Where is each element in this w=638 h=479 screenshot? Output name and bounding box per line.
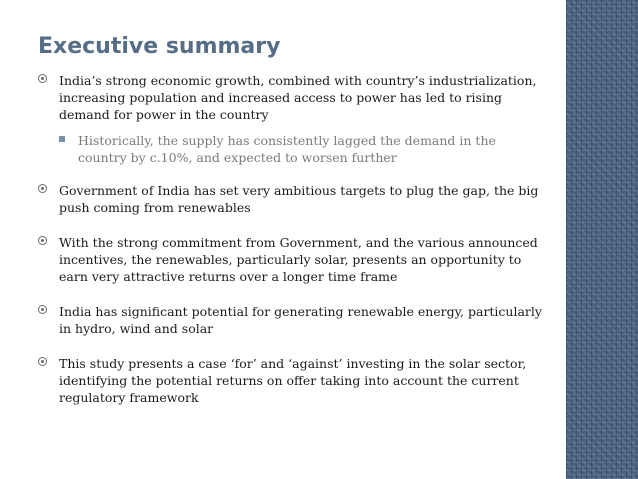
square-bullet-icon: [59, 136, 65, 142]
bullet-item: [38, 182, 548, 216]
sub-bullet-item: [59, 132, 548, 166]
bullet-list: [38, 72, 548, 406]
circle-dot-bullet-icon: [38, 184, 47, 193]
circle-dot-bullet-icon: [38, 74, 47, 83]
slide-title: Executive summary: [38, 34, 281, 59]
bullet-item: [38, 303, 548, 337]
bullet-item: [38, 355, 548, 406]
circle-dot-bullet-icon: [38, 305, 47, 314]
bullet-text: With the strong commitment from Government, and the various announced incentives, the renewables, particularly solar, presents an opportunity to earn very attractive returns over a longer time frame: [59, 235, 538, 284]
decorative-sidebar: [566, 0, 638, 479]
circle-dot-bullet-icon: [38, 236, 47, 245]
circle-dot-bullet-icon: [38, 357, 47, 366]
bullet-item: [38, 234, 548, 285]
bullet-text: Government of India has set very ambitious targets to plug the gap, the big push coming from renewables: [59, 183, 539, 215]
bullet-text: This study presents a case ‘for’ and ‘against’ investing in the solar sector, identifying the potential returns on offer taking into account the current regulatory framework: [59, 356, 527, 405]
bullet-text: India has significant potential for generating renewable energy, particularly in hydro, wind and solar: [59, 304, 542, 336]
bullet-item: [38, 72, 548, 123]
sub-bullet-text: Historically, the supply has consistently lagged the demand in the country by c.10%, and expected to worsen further: [78, 133, 496, 165]
bullet-text: India’s strong economic growth, combined with country’s industrialization, increasing population and increased access to power has led to rising demand for power in the country: [59, 73, 537, 122]
